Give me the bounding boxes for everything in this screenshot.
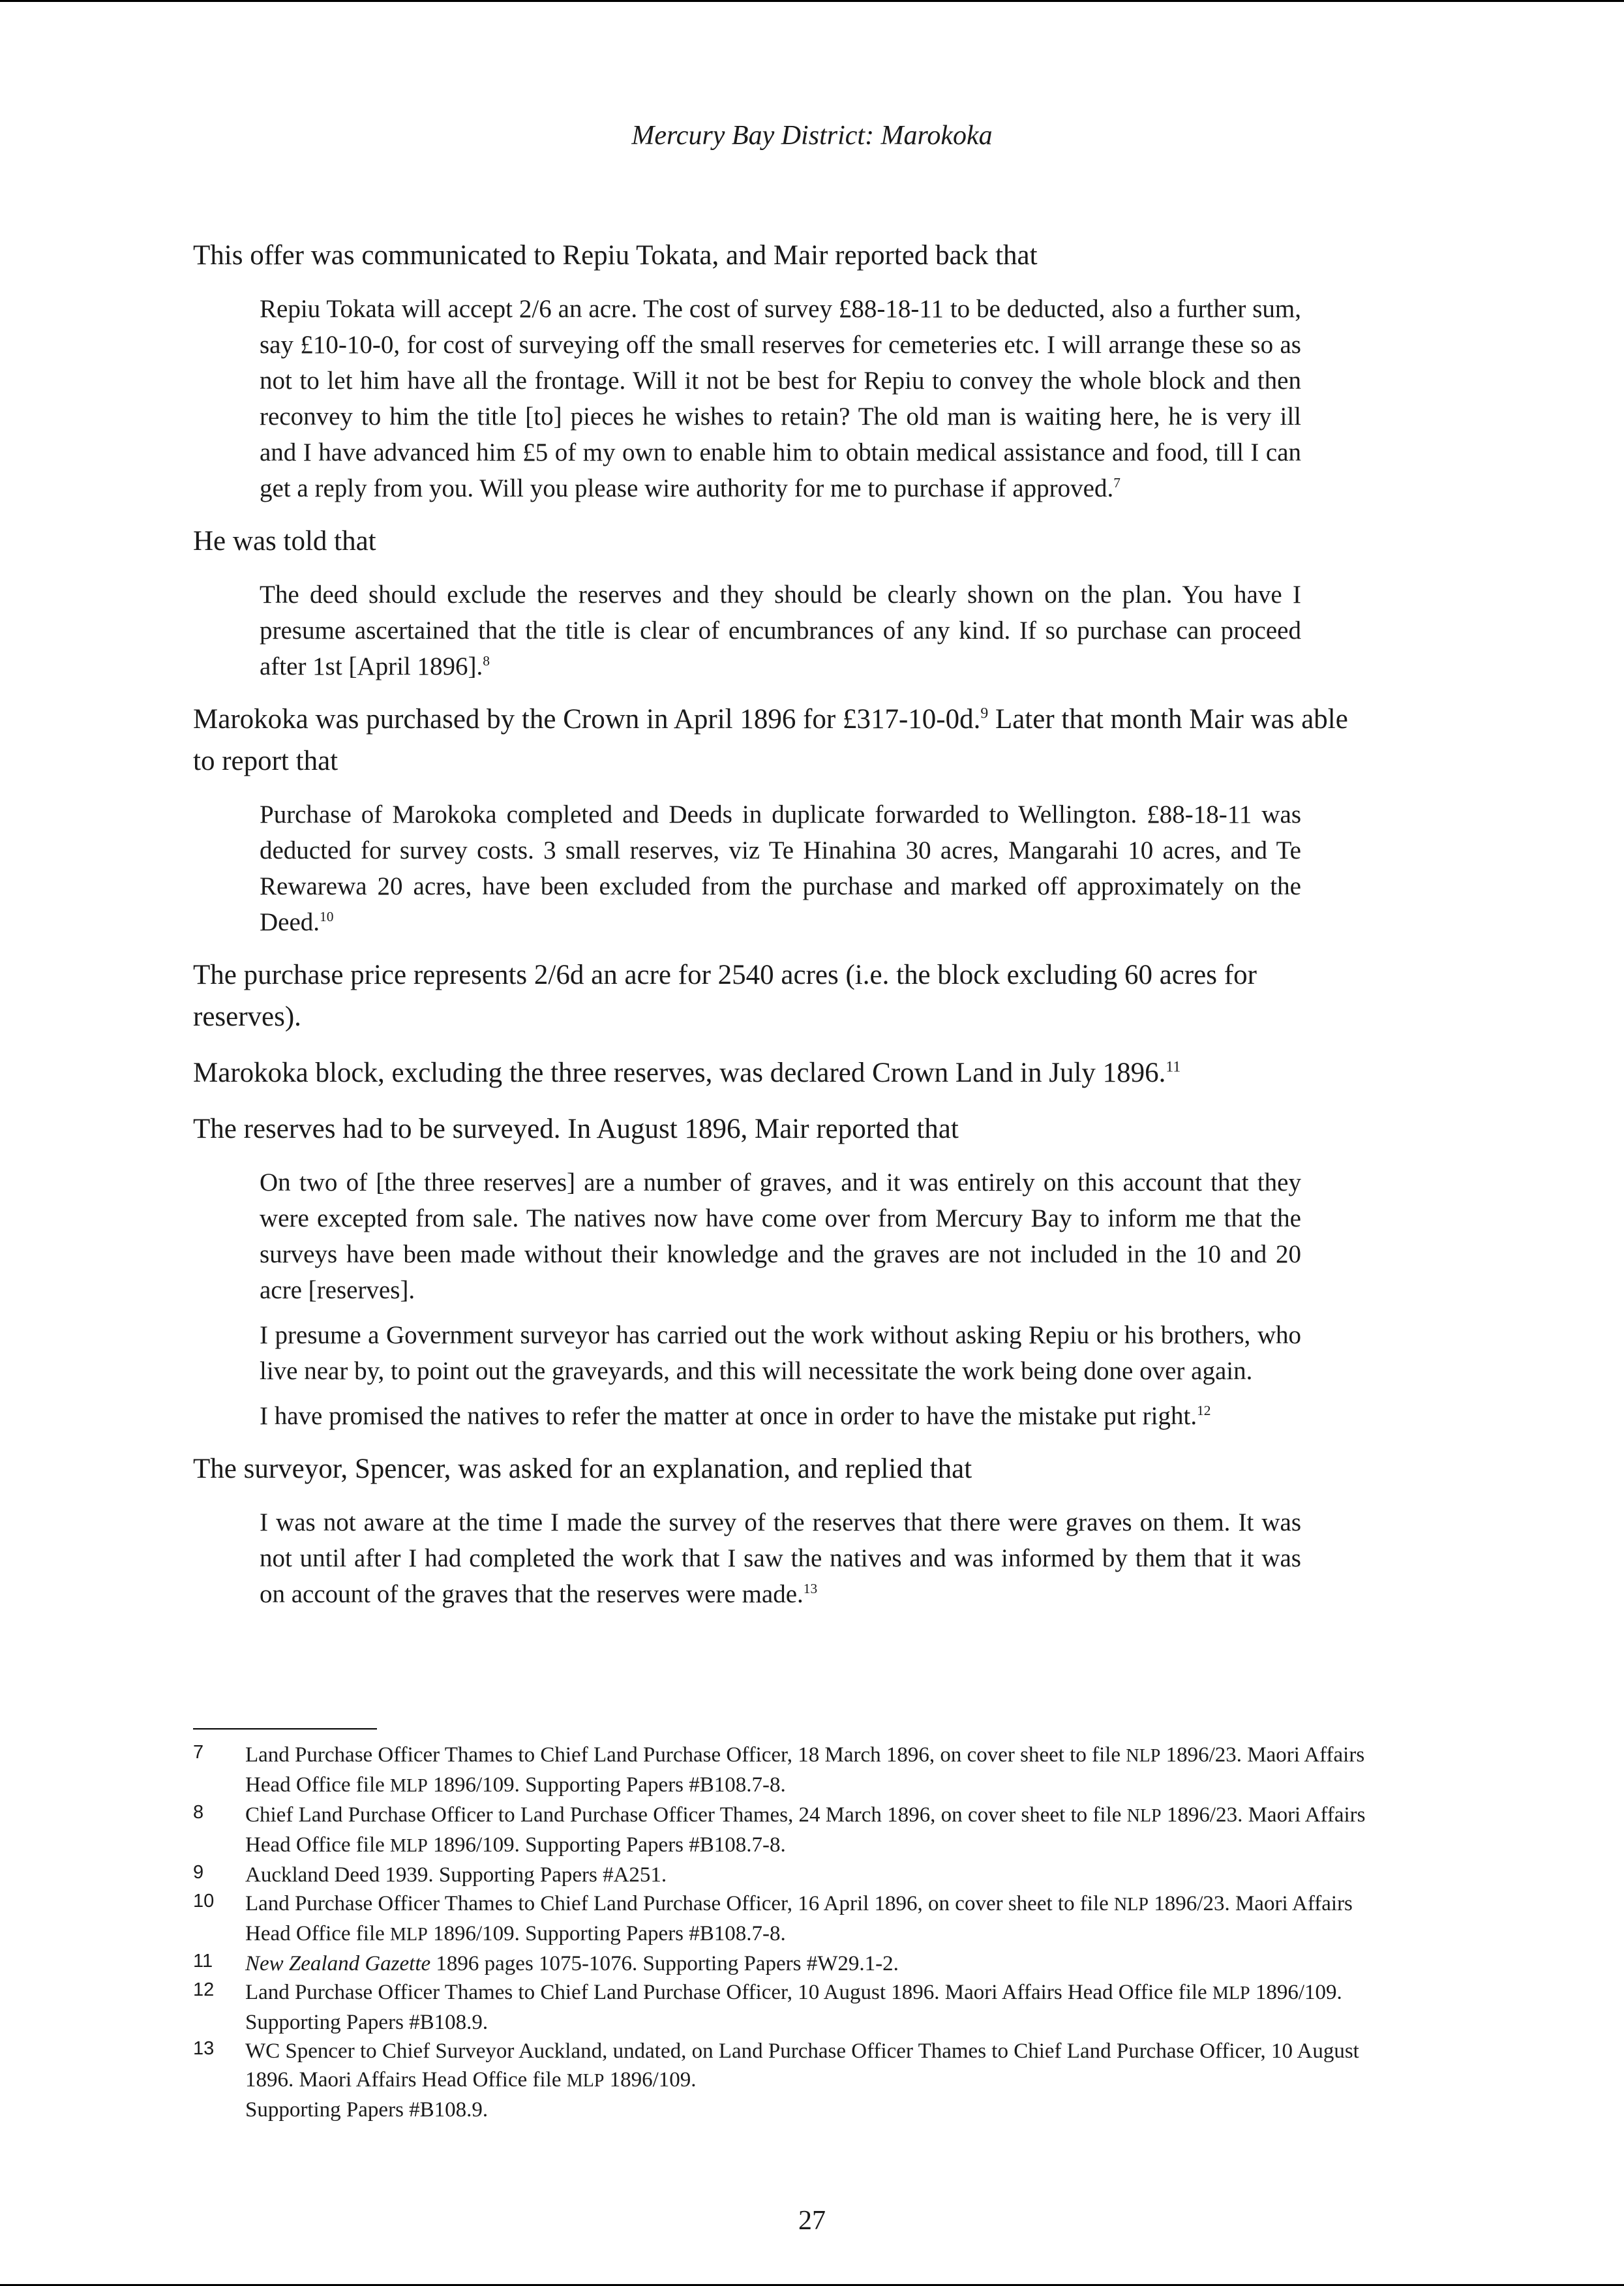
running-header: Mercury Bay District: Marokoka	[631, 121, 993, 151]
footnote-text: WC Spencer to Chief Surveyor Auckland, undated, on Land Purchase Officer Thames to Chief Land Purchase Officer, 10 August 1896. Maori Affairs Head Office file	[245, 2039, 1359, 2092]
footnote-text: NLP	[1126, 1746, 1161, 1766]
footnote-11	[193, 1949, 1367, 1978]
footnote-ref[interactable]: 11	[1165, 1058, 1181, 1076]
footnote-text: 1896 pages 1075-1076. Supporting Papers #W29.1-2.	[430, 1952, 899, 1975]
footnote-7	[193, 1741, 1367, 1801]
footnote-9	[193, 1861, 1367, 1889]
footnote-number: 10	[193, 1891, 215, 1912]
footnote-text: Chief Land Purchase Officer to Land Purchase Officer Thames, 24 March 1896, on cover sheet to file	[245, 1803, 1127, 1827]
footnote-text: 1896/109.	[604, 2068, 697, 2092]
quote-text: I presume a Government surveyor has carried out the work without asking Repiu or his brothers, who live near by, to point out the graveyards, and this will necessitate the work being done over again.	[260, 1321, 1301, 1385]
footnote-separator	[193, 1728, 377, 1730]
quote-text: The deed should exclude the reserves and they should be clearly shown on the plan. You have I presume ascertained that the title is clear of encumbrances of any kind. If so purchase can proceed after 1st [April 1896].	[260, 581, 1301, 680]
quote-text: Purchase of Marokoka completed and Deeds in duplicate forwarded to Wellington. £88-18-11 was deducted for survey costs. 3 small reserves, viz Te Hinahina 30 acres, Mangarahi 10 acres, and Te Rewarewa 20 acres, have been excluded from the purchase and marked off approximately on the Deed.	[260, 800, 1301, 936]
footnote-number: 13	[193, 2038, 215, 2059]
paragraph-text: The reserves had to be surveyed. In August 1896, Mair reported that	[193, 1114, 959, 1144]
footnote-text: 1896/23. Maori Affairs Head Office file	[245, 1803, 1366, 1857]
footnote-text: Land Purchase Officer Thames to Chief Land Purchase Officer, 18 March 1896, on cover sheet to file	[245, 1743, 1126, 1767]
footnote-text: NLP	[1126, 1806, 1162, 1826]
quote-paragraph	[260, 1398, 1301, 1434]
paragraph	[193, 521, 1367, 562]
footnote-text: 1896/109. Supporting Papers #B108.7-8.	[427, 1773, 786, 1797]
footnote-number: 9	[193, 1862, 204, 1883]
block-quote	[260, 577, 1301, 684]
footnote-text: MLP	[390, 1836, 428, 1856]
block-quote	[260, 797, 1301, 940]
paragraph	[193, 1052, 1367, 1094]
paragraph-text: Later that month Mair was able to report that	[193, 704, 1348, 776]
block-quote	[260, 1504, 1301, 1612]
block-quote	[260, 1165, 1301, 1434]
paragraph-text: He was told that	[193, 526, 376, 556]
footnote-number: 7	[193, 1742, 204, 1763]
footnote-text: Land Purchase Officer Thames to Chief Land Purchase Officer, 10 August 1896. Maori Affairs Head Office file	[245, 1981, 1212, 2004]
footnote-text: MLP	[390, 1925, 428, 1945]
quote-paragraph	[260, 1165, 1301, 1308]
footnote-ref[interactable]: 12	[1197, 1403, 1211, 1418]
footnote-ref[interactable]: 10	[320, 909, 334, 924]
paragraph-text: Marokoka block, excluding the three reserves, was declared Crown Land in July 1896.	[193, 1058, 1166, 1088]
footnote-text: 1896/109. Supporting Papers #B108.9.	[245, 1981, 1342, 2034]
footnote-number: 8	[193, 1802, 204, 1823]
footnote-8	[193, 1801, 1367, 1861]
footnote-12	[193, 1978, 1367, 2037]
quote-paragraph	[260, 1504, 1301, 1612]
footnote-text: MLP	[1212, 1983, 1250, 2004]
footnote-ref[interactable]: 8	[483, 653, 490, 669]
paragraph-text: This offer was communicated to Repiu Tokata, and Mair reported back that	[193, 240, 1038, 271]
paragraph-text: The purchase price represents 2/6d an acre for 2540 acres (i.e. the block excluding 60 acres for reserves).	[193, 960, 1257, 1032]
quote-paragraph	[260, 797, 1301, 940]
footnote-text: MLP	[566, 2071, 605, 2091]
footnote-number: 12	[193, 1979, 215, 2000]
page-number: 27	[798, 2206, 826, 2236]
footnote-text: MLP	[390, 1776, 428, 1796]
footnote-ref[interactable]: 13	[803, 1581, 818, 1596]
quote-text: I have promised the natives to refer the matter at once in order to have the mistake put right.	[260, 1402, 1197, 1430]
footnotes	[193, 1741, 1367, 2124]
paragraph	[193, 699, 1367, 782]
footnote-text: 1896/23. Maori Affairs Head Office file	[245, 1892, 1353, 1945]
paragraph-text: The surveyor, Spencer, was asked for an explanation, and replied that	[193, 1454, 972, 1484]
footnote-10	[193, 1889, 1367, 1949]
footnote-ref[interactable]: 7	[1113, 475, 1120, 491]
footnote-text: New Zealand Gazette	[245, 1952, 431, 1975]
paragraph-text: Marokoka was purchased by the Crown in April 1896 for £317-10-0d.	[193, 704, 981, 735]
main-text	[193, 235, 1367, 1626]
block-quote	[260, 291, 1301, 506]
footnote-ref[interactable]: 9	[980, 705, 989, 722]
quote-paragraph	[260, 1317, 1301, 1389]
quote-text: Repiu Tokata will accept 2/6 an acre. The cost of survey £88-18-11 to be deducted, also a further sum, say £10-10-0, for cost of surveying off the small reserves for cemeteries etc. I will arrange these so as not to let him have all the frontage. Will it not be best for Repiu to convey the whole block and then reconvey to him the title [to] pieces he wishes to retain? The old man is waiting here, he is very ill and I have advanced him £5 of my own to enable him to obtain medical assistance and food, till I can get a reply from you. Will you please wire authority for me to purchase if approved.	[260, 295, 1301, 502]
quote-paragraph	[260, 577, 1301, 684]
paragraph	[193, 954, 1367, 1038]
quote-text: On two of [the three reserves] are a number of graves, and it was entirely on this account that they were excepted from sale. The natives now have come over from Mercury Bay to inform me that the surveys have been made without their knowledge and the graves are not included in the 10 and 20 acre [reserves].	[260, 1168, 1301, 1304]
paragraph	[193, 1448, 1367, 1490]
footnote-13	[193, 2037, 1367, 2124]
footnote-text: 1896/23. Maori Affairs Head Office file	[245, 1743, 1365, 1797]
footnote-text: 1896/109. Supporting Papers #B108.7-8.	[427, 1833, 786, 1857]
paragraph	[193, 1108, 1367, 1150]
quote-text: I was not aware at the time I made the survey of the reserves that there were graves on them. It was not until after I had completed the work that I saw the natives and was informed by them that it was on account of the graves that the reserves were made.	[260, 1508, 1301, 1608]
footnote-text: Land Purchase Officer Thames to Chief Land Purchase Officer, 16 April 1896, on cover sheet to file	[245, 1892, 1115, 1915]
footnote-text: Supporting Papers #B108.9.	[245, 2098, 489, 2122]
footnote-text: NLP	[1114, 1895, 1149, 1915]
footnote-text: Auckland Deed 1939. Supporting Papers #A251.	[245, 1863, 667, 1887]
top-rule	[0, 0, 1624, 2]
footnote-text: 1896/109. Supporting Papers #B108.7-8.	[427, 1922, 786, 1945]
footnote-number: 11	[193, 1951, 213, 1972]
quote-paragraph	[260, 291, 1301, 506]
paragraph	[193, 235, 1367, 277]
